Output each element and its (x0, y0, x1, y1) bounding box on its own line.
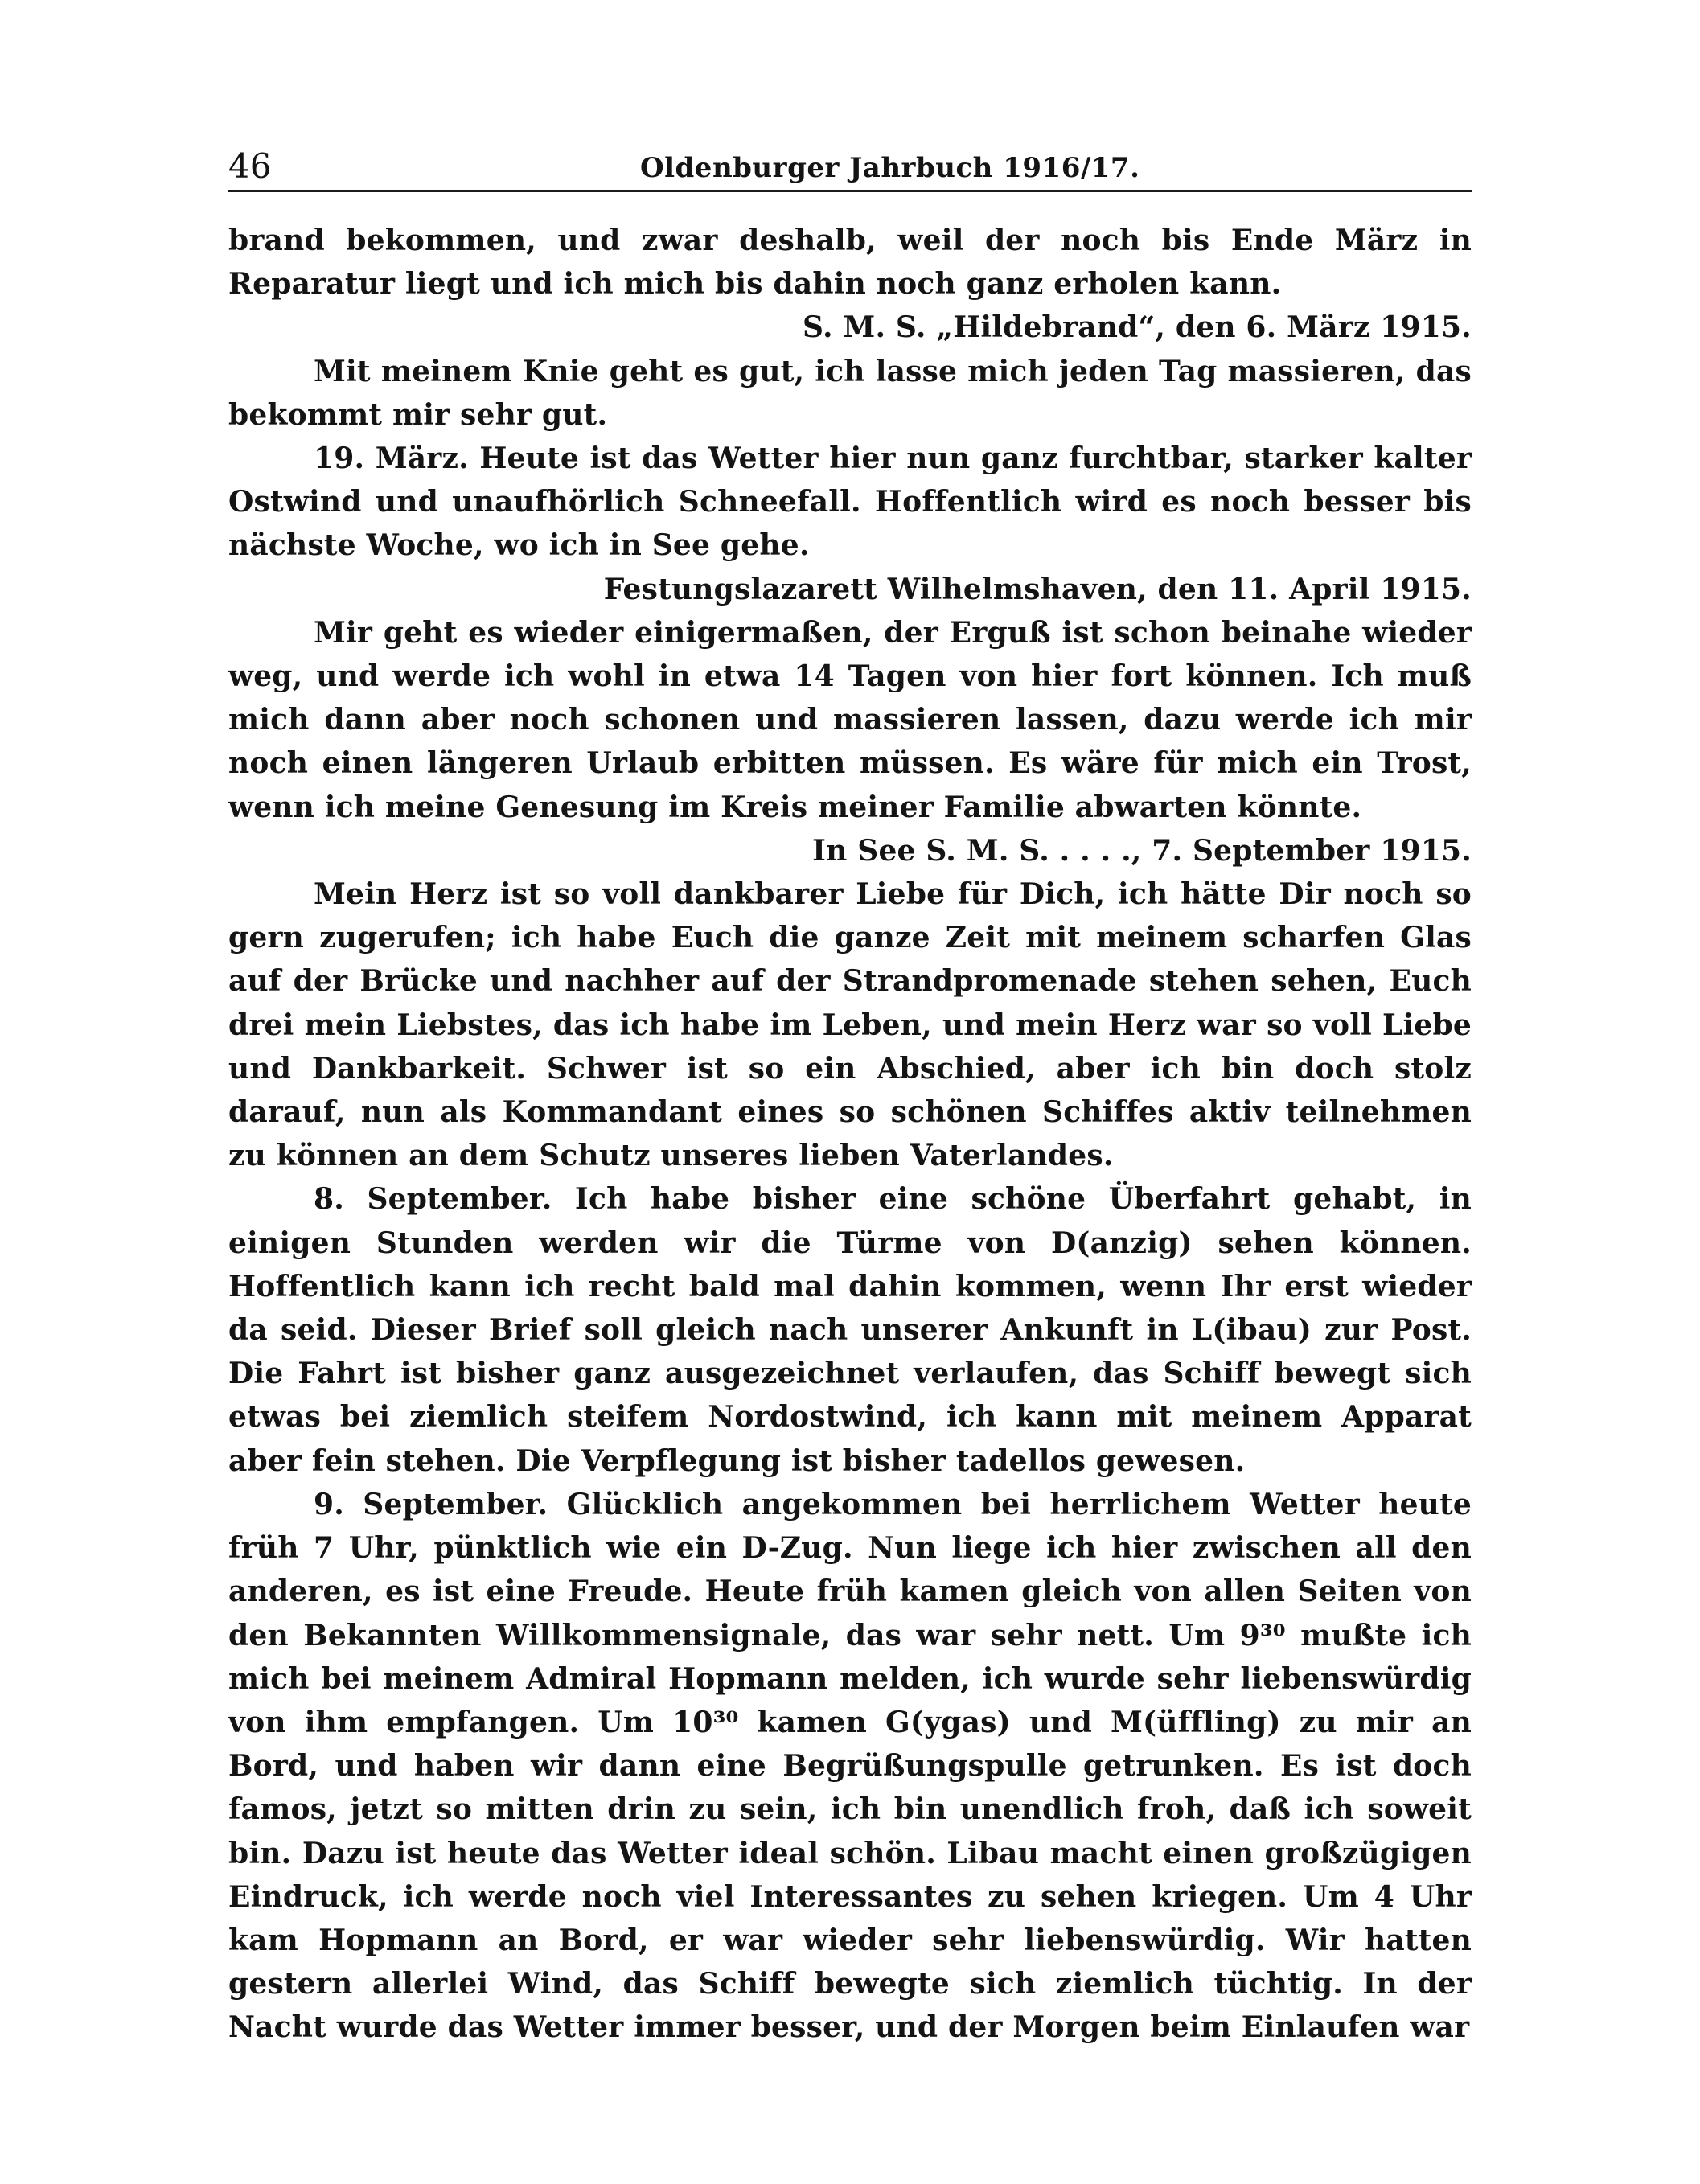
body-text (228, 219, 1472, 2050)
page-header (228, 138, 1472, 192)
paragraph-19-march: 19. März. Heute ist das Wetter hier nun ganz furchtbar, starker kalter Ostwind und unaufhörlich Schneefall. Hoffentlich wird es noch besser bis nächste Woche, wo ich in See gehe. (228, 441, 1472, 563)
running-title: Oldenburger Jahrbuch 1916/17. (640, 152, 1140, 184)
dateline-in-see: In See S. M. S. . . . ., 7. September 1915. (812, 833, 1472, 868)
paragraph-knee: Mit meinem Knie geht es gut, ich lasse mich jeden Tag massieren, das bekommt mir sehr gut. (228, 354, 1472, 432)
paragraph-continuation: brand bekommen, und zwar deshalb, weil der noch bis Ende März in Reparatur liegt und ich mich bis dahin noch ganz erholen kann. (228, 224, 1472, 302)
paragraph-lazarett: Mir geht es wieder einigermaßen, der Erguß ist schon beinahe wieder weg, und werde ich wohl in etwa 14 Tagen von hier fort können. Ich muß mich dann aber noch schonen und massieren lassen, dazu werde ich mir noch einen längeren Urlaub erbitten müssen. Es wäre für mich ein Trost, wenn ich meine Genesung im Kreis meiner Familie abwarten könnte. (228, 615, 1472, 824)
page-number: 46 (228, 146, 272, 186)
paragraph-8-september: 8. September. Ich habe bisher eine schöne Überfahrt gehabt, in einigen Stunden werden wir die Türme von D(anzig) sehen können. Hoffentlich kann ich recht bald mal dahin kommen, wenn Ihr erst wieder da seid. Dieser Brief soll gleich nach unserer Ankunft in L(ibau) zur Post. Die Fahrt ist bisher ganz ausgezeichnet verlaufen, das Schiff bewegt sich etwas bei ziemlich steifem Nordostwind, ich kann mit meinem Apparat aber fein stehen. Die Verpflegung ist bisher tadellos gewesen. (228, 1182, 1472, 1478)
dateline-wilhelmshaven: Festungslazarett Wilhelmshaven, den 11. April 1915. (603, 572, 1472, 606)
dateline-hildebrand: S. M. S. „Hildebrand“, den 6. März 1915. (803, 310, 1472, 345)
paragraph-farewell: Mein Herz ist so voll dankbarer Liebe für Dich, ich hätte Dir noch so gern zugerufen; ich habe Euch die ganze Zeit mit meinem scharfen Glas auf der Brücke und nachher auf der Strandpromenade stehen sehen, Euch drei mein Liebstes, das ich habe im Leben, und mein Herz war so voll Liebe und Dankbarkeit. Schwer ist so ein Abschied, aber ich bin doch stolz darauf, nun als Kommandant eines so schönen Schiffes aktiv teilnehmen zu können an dem Schutz unseres lieben Vaterlandes. (228, 877, 1472, 1173)
paragraph-9-september: 9. September. Glücklich angekommen bei herrlichem Wetter heute früh 7 Uhr, pünktlich wie ein D-Zug. Nun liege ich hier zwischen all den anderen, es ist eine Freude. Heute früh kamen gleich von allen Seiten von den Bekannten Willkommensignale, das war sehr nett. Um 9³⁰ mußte ich mich bei meinem Admiral Hopmann melden, ich wurde sehr liebenswürdig von ihm empfangen. Um 10³⁰ kamen G(ygas) und M(üffling) zu mir an Bord, und haben wir dann eine Begrüßungspulle getrunken. Es ist doch famos, jetzt so mitten drin zu sein, ich bin unendlich froh, daß ich soweit bin. Dazu ist heute das Wetter ideal schön. Libau macht einen großzügigen Eindruck, ich werde noch viel Interessantes zu sehen kriegen. Um 4 Uhr kam Hopmann an Bord, er war wieder sehr liebenswürdig. Wir hatten gestern allerlei Wind, das Schiff bewegte sich ziemlich tüchtig. In der Nacht wurde das Wetter immer besser, und der Morgen beim Einlaufen war (228, 1487, 1472, 2045)
